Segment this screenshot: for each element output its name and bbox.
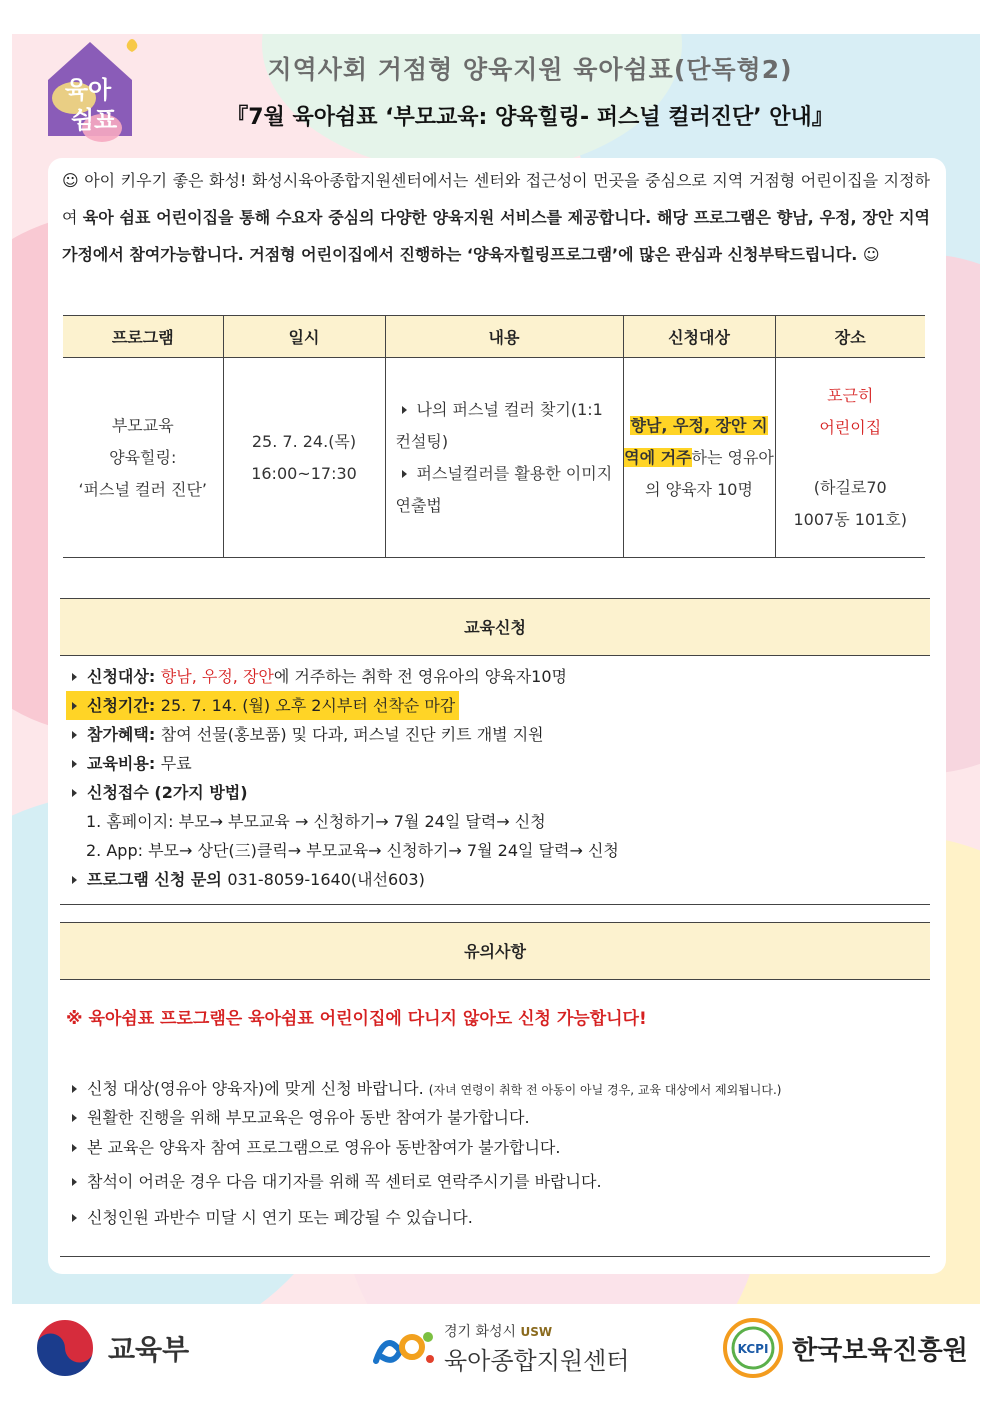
cell-content: 나의 퍼스널 컬러 찾기(1:1 컨설팅) 퍼스널컬러를 활용한 이미지 연출법 <box>385 358 623 558</box>
notice-section-title: 유의사항 <box>60 922 930 980</box>
center-logo: 경기 화성시 USW 육아종합지원센터 <box>368 1318 629 1378</box>
bullet-icon <box>72 1085 77 1093</box>
header-place: 장소 <box>775 316 925 358</box>
list-item: 2. App: 부모→ 상단(三)클릭→ 부모교육→ 신청하기→ 7월 24일 달력→ 신청 <box>86 841 619 860</box>
cell-target <box>623 358 775 558</box>
header-program: 프로그램 <box>63 316 223 358</box>
list-item: 참가혜택: 참여 선물(홍보품) 및 다과, 퍼스널 진단 키트 개별 지원 <box>66 720 926 749</box>
target-highlight: 향남, 우정, 장안 지역에 거주 <box>624 415 768 467</box>
intro-bold-text: 육아 쉼표 어린이집을 통해 수요자 중심의 다양한 양육지원 서비스를 제공합니다. 해당 프로그램은 향남, 우정, 장안 지역 가정에서 참여가능합니다. 거점형 어린이집에서 진행하는 ‘양육자힐링프로그램’에 많은 관심과 신청부탁드립니다. ☺ <box>62 208 930 264</box>
warning-text: ※ 육아쉼표 프로그램은 육아쉼표 어린이집에 다니지 않아도 신청 가능합니다! <box>66 1009 647 1029</box>
header-date: 일시 <box>223 316 385 358</box>
bullet-icon <box>72 1114 77 1122</box>
target-rest: 하는 영유아의 양육자 10명 <box>645 447 774 499</box>
svg-text:육아: 육아 <box>64 76 112 104</box>
divider <box>60 904 930 905</box>
bullet-icon <box>72 673 77 681</box>
bullet-icon <box>72 1214 77 1222</box>
cell-program: 부모교육 양육힐링: ‘퍼스널 컬러 진단’ <box>63 358 223 558</box>
apply-details <box>66 662 926 894</box>
taegeuk-icon <box>34 1317 96 1379</box>
list-item: 신청기간: 25. 7. 14. (월) 오후 2시부터 선착순 마감 <box>66 691 926 720</box>
kcpi-logo: KCPI 한국보육진흥원 <box>722 1318 968 1378</box>
page-subtitle: 지역사회 거점형 양육지원 육아쉼표(단독형2) <box>267 55 793 84</box>
bullet-icon <box>402 470 407 478</box>
bullet-icon <box>72 760 77 768</box>
bullet-icon <box>72 702 77 710</box>
list-item: 프로그램 신청 문의 031-8059-1640(내선603) <box>66 865 926 894</box>
kcpi-icon <box>722 1317 784 1379</box>
list-item: 신청 대상(영유아 양육자)에 맞게 신청 바랍니다. (자녀 연령이 취학 전 아동이 아닐 경우, 교육 대상에서 제외됩니다.) <box>66 1076 936 1099</box>
yuga-swimpyo-logo <box>40 36 150 148</box>
header-target: 신청대상 <box>623 316 775 358</box>
bullet-icon <box>72 876 77 884</box>
bullet-icon <box>72 789 77 797</box>
intro-text: ☺ 아이 키우기 좋은 화성! 화성시육아종합지원센터에서는 센터와 접근성이 먼곳을 중심으로 지역 거점형 어린이집을 지정하여 <box>62 171 930 227</box>
svg-text:쉼표: 쉼표 <box>70 106 118 134</box>
swirl-icon <box>368 1323 438 1373</box>
list-item: 참석이 어려운 경우 다음 대기자를 위해 꼭 센터로 연락주시기를 바랍니다. <box>66 1169 936 1192</box>
svg-text:KCPI: KCPI <box>737 1342 769 1356</box>
cell-date: 25. 7. 24.(목) 16:00~17:30 <box>223 358 385 558</box>
bullet-icon <box>72 1144 77 1152</box>
list-item: 원활한 진행을 위해 부모교육은 영유아 동반 참여가 불가합니다. <box>66 1105 936 1128</box>
page-title: 『7월 육아쉼표 ‘부모교육: 양육힐링- 퍼스널 컬러진단’ 안내』 <box>226 105 834 130</box>
bullet-icon <box>72 731 77 739</box>
list-item: 신청접수 (2가지 방법) <box>66 778 926 807</box>
intro-paragraph <box>62 162 930 273</box>
bullet-icon <box>72 1178 77 1186</box>
header-content: 내용 <box>385 316 623 358</box>
bullet-icon <box>402 406 407 414</box>
divider <box>60 1256 930 1257</box>
moe-logo: 교육부 <box>34 1318 189 1378</box>
list-item: 교육비용: 무료 <box>66 749 926 778</box>
list-item: 본 교육은 양육자 참여 프로그램으로 영유아 동반참여가 불가합니다. <box>66 1135 936 1158</box>
list-item: 1. 홈페이지: 부모→ 부모교육 → 신청하기→ 7월 24일 달력→ 신청 <box>86 812 546 831</box>
cell-place: 포근히 어린이집 (하길로70 1007동 101호) <box>775 358 925 558</box>
list-item: 신청대상: 향남, 우정, 장안에 거주하는 취학 전 영유아의 양육자10명 <box>66 662 926 691</box>
program-table <box>63 315 925 558</box>
apply-section-title: 교육신청 <box>60 598 930 656</box>
table-row <box>63 358 925 558</box>
list-item: 신청인원 과반수 미달 시 연기 또는 폐강될 수 있습니다. <box>66 1205 936 1228</box>
